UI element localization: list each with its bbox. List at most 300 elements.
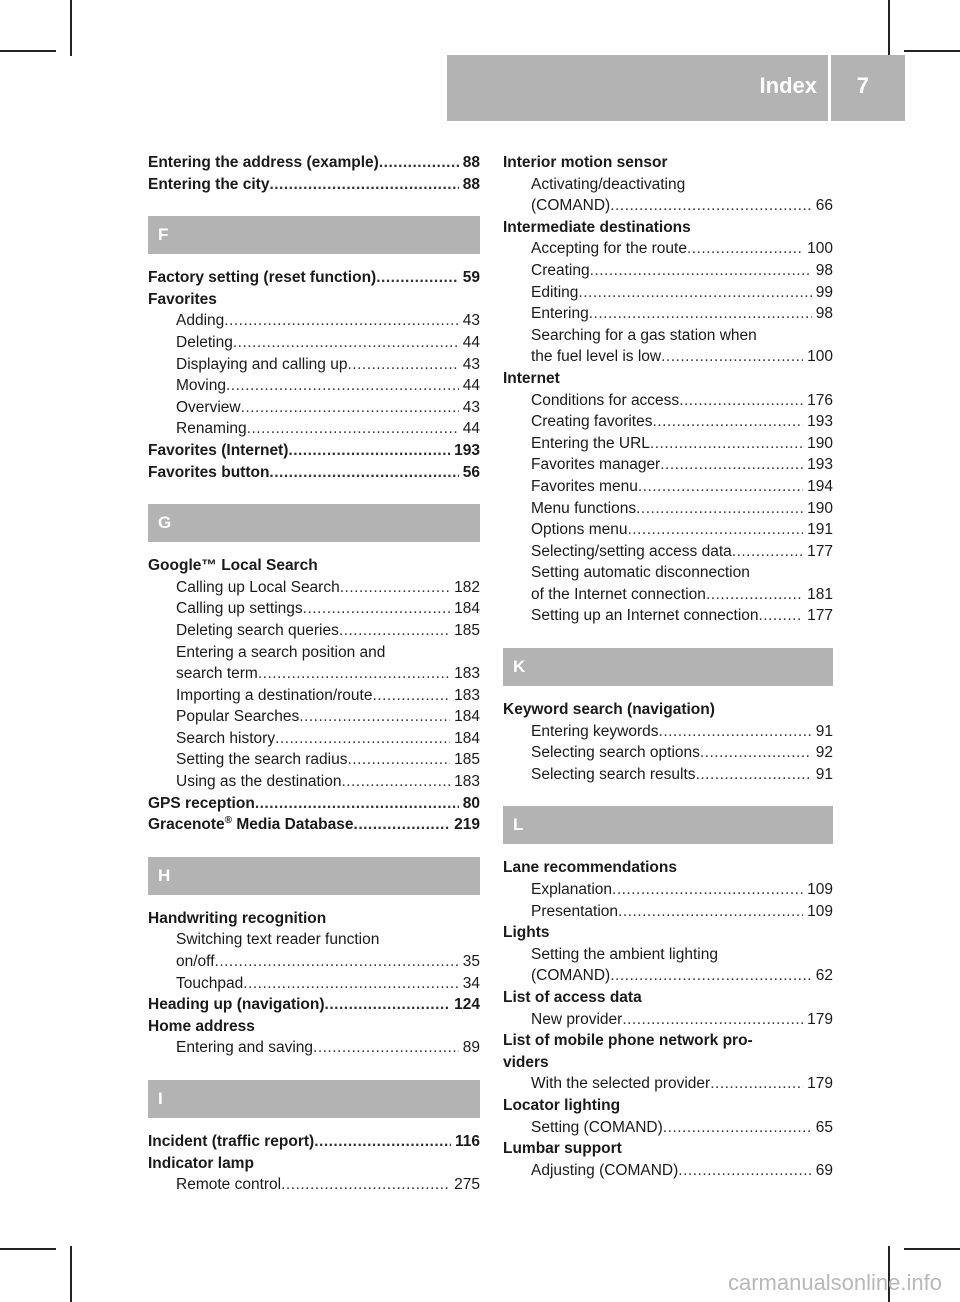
- entry-label: [531, 944, 718, 966]
- page-ref: 59: [462, 269, 480, 287]
- entry-label: [531, 519, 628, 541]
- entry-label: [148, 267, 376, 289]
- entry-label-text: Setting the search radius: [176, 751, 348, 769]
- page-ref: 98: [815, 305, 833, 323]
- index-entry: [503, 217, 833, 239]
- entry-label: [176, 771, 341, 793]
- entry-label-text: Entering the address (example): [148, 154, 379, 171]
- index-subentry: [148, 642, 480, 664]
- leader-dots: [379, 152, 459, 174]
- crop-mark: [904, 1248, 960, 1250]
- page-ref: 183: [454, 686, 480, 704]
- crop-mark: [0, 1248, 56, 1250]
- entry-label-text: Calling up Local Search: [176, 578, 340, 596]
- entry-label-text: the fuel level is low: [531, 348, 662, 366]
- leader-dots: [612, 879, 803, 901]
- page-ref: 92: [815, 744, 833, 762]
- index-subentry: [503, 1073, 833, 1095]
- entry-label: [176, 332, 233, 354]
- entry-label: [176, 354, 347, 376]
- leader-dots: [589, 303, 812, 325]
- leader-dots: [313, 1037, 459, 1059]
- entry-label: [148, 289, 217, 311]
- entry-label-text: Creating: [531, 261, 590, 279]
- leader-dots: [706, 584, 803, 606]
- page-ref: 66: [815, 197, 833, 215]
- leader-dots: [678, 1160, 811, 1182]
- entry-label: [148, 793, 255, 815]
- index-subentry: [148, 1037, 480, 1059]
- entry-label: [176, 929, 379, 951]
- leader-dots: [255, 793, 459, 815]
- crop-mark: [70, 0, 72, 56]
- page-ref: 184: [454, 708, 480, 726]
- entry-label-text: Entering the URL: [531, 434, 650, 452]
- entry-label-text: Using as the destination: [176, 773, 342, 791]
- entry-label-text: Deleting: [176, 333, 233, 351]
- index-entry: [148, 440, 480, 462]
- entry-label: [176, 310, 224, 332]
- crop-mark: [0, 50, 56, 52]
- leader-dots: [628, 519, 804, 541]
- leader-dots: [224, 310, 458, 332]
- page-ref: 183: [454, 773, 480, 791]
- entry-label-text: Adding: [176, 312, 225, 330]
- index-subentry: [148, 332, 480, 354]
- page-ref: 124: [454, 996, 480, 1014]
- page-ref: 109: [807, 902, 833, 920]
- page-header: [447, 55, 905, 121]
- leader-dots: [269, 462, 458, 484]
- entry-label: [176, 728, 275, 750]
- entry-label: [503, 857, 677, 879]
- index-subentry: [148, 973, 480, 995]
- page-ref: 179: [807, 1010, 833, 1028]
- page-ref: 177: [807, 607, 833, 625]
- index-subentry: [503, 519, 833, 541]
- index-subentry: [503, 325, 833, 347]
- entry-label-text: Factory setting (reset function): [148, 269, 377, 287]
- entry-label-text: Adjusting (COMAND): [531, 1161, 679, 1179]
- index-subentry: [503, 195, 833, 217]
- leader-dots: [696, 764, 812, 786]
- entry-label: [176, 642, 385, 664]
- entry-label-text: Presentation: [531, 902, 619, 920]
- entry-label-text: Internet: [503, 369, 560, 387]
- entry-label: [148, 994, 325, 1016]
- entry-label: [148, 814, 354, 836]
- leader-dots: [339, 620, 450, 642]
- entry-label: [148, 1131, 314, 1153]
- leader-dots: [663, 1117, 812, 1139]
- entry-label: [531, 346, 661, 368]
- index-entry: [503, 699, 833, 721]
- entry-label-text: List of access data: [503, 989, 642, 1006]
- entry-label: [503, 1052, 549, 1074]
- entry-label-text: Lumbar support: [503, 1140, 622, 1158]
- entry-label-text: Indicator lamp: [148, 1154, 254, 1172]
- entry-label: [531, 325, 757, 347]
- index-subentry: [148, 598, 480, 620]
- index-subentry: [148, 310, 480, 332]
- index-subentry: [148, 354, 480, 376]
- page-ref: 219: [454, 816, 480, 834]
- entry-label: [531, 562, 750, 584]
- leader-dots: [610, 195, 812, 217]
- page-ref: 109: [807, 881, 833, 899]
- index-subentry: [503, 303, 833, 325]
- leader-dots: [275, 728, 450, 750]
- leader-dots: [247, 418, 459, 440]
- entry-label-text: Activating/deactivating: [531, 175, 686, 193]
- index-entry: [148, 555, 480, 577]
- entry-label-text: Menu functions: [531, 499, 637, 517]
- entry-label: [176, 598, 303, 620]
- entry-label-text: Favorites (Internet): [148, 441, 289, 459]
- page-ref: 44: [462, 420, 480, 438]
- entry-label-text: Selecting search results: [531, 765, 696, 783]
- entry-label-text: Editing: [531, 283, 579, 301]
- leader-dots: [636, 498, 803, 520]
- entry-label-text: Moving: [176, 377, 226, 395]
- leader-dots: [679, 390, 803, 412]
- index-entry: [148, 814, 480, 836]
- leader-dots: [281, 1174, 450, 1196]
- index-subentry: [503, 721, 833, 743]
- index-entry: [503, 1095, 833, 1117]
- page-ref: 43: [462, 312, 480, 330]
- entry-label: [531, 901, 618, 923]
- entry-label: [176, 1037, 313, 1059]
- index-subentry: [148, 620, 480, 642]
- index-entry: [148, 1016, 480, 1038]
- entry-label-text: Search history: [176, 729, 276, 747]
- index-subentry: [148, 663, 480, 685]
- entry-label-text: Entering: [531, 305, 589, 323]
- page-ref: 193: [807, 456, 833, 474]
- entry-label: [148, 1016, 255, 1038]
- index-subentry: [148, 749, 480, 771]
- page-ref: 34: [462, 974, 480, 992]
- entry-label: [503, 987, 642, 1009]
- leader-dots: [659, 721, 812, 743]
- leader-dots: [347, 354, 458, 376]
- entry-label-text: Intermediate destinations: [503, 218, 691, 236]
- index-subentry: [503, 605, 833, 627]
- leader-dots: [622, 1009, 803, 1031]
- page-ref: 185: [454, 621, 480, 639]
- entry-label: [531, 742, 700, 764]
- entry-label: [531, 476, 638, 498]
- entry-label: [503, 368, 560, 390]
- registered-mark: ®: [224, 815, 233, 827]
- entry-label: [176, 951, 215, 973]
- index-entry: [148, 908, 480, 930]
- page-ref: 194: [807, 477, 833, 495]
- index-subentry: [503, 1160, 833, 1182]
- entry-label-text: of the Internet connection: [531, 585, 706, 603]
- entry-label-text: Calling up settings: [176, 600, 303, 618]
- leader-dots: [347, 749, 450, 771]
- entry-label: [176, 749, 347, 771]
- entry-label-text: Overview: [176, 398, 241, 416]
- entry-label-text: Favorites: [148, 290, 217, 308]
- index-entry: [148, 462, 480, 484]
- entry-label: [176, 375, 226, 397]
- index-subentry: [503, 1009, 833, 1031]
- index-subentry: [148, 418, 480, 440]
- entry-label-text: Selecting/setting access data: [531, 542, 732, 560]
- index-subentry: [503, 346, 833, 368]
- entry-label-text: Switching text reader function: [176, 931, 380, 949]
- entry-label: [148, 462, 269, 484]
- leader-dots: [288, 440, 450, 462]
- leader-dots: [299, 706, 450, 728]
- index-subentry: [148, 375, 480, 397]
- leader-dots: [258, 663, 450, 685]
- entry-label-text: Handwriting recognition: [148, 909, 327, 927]
- leader-dots: [650, 433, 803, 455]
- leader-dots: [241, 397, 459, 419]
- entry-label-text: Favorites menu: [531, 477, 638, 495]
- entry-label: [531, 965, 610, 987]
- page-ref: 88: [462, 154, 480, 171]
- index-entry: [148, 152, 480, 174]
- leader-dots: [687, 238, 803, 260]
- index-subentry: [148, 397, 480, 419]
- index-subentry: [503, 498, 833, 520]
- entry-label-text: Home address: [148, 1017, 255, 1035]
- entry-label-text: Keyword search (navigation): [503, 701, 715, 719]
- entry-label: [176, 706, 299, 728]
- entry-label-text: Heading up (navigation): [148, 996, 325, 1014]
- entry-label: [531, 879, 612, 901]
- entry-label: [176, 1174, 281, 1196]
- leader-dots: [303, 598, 450, 620]
- entry-label: [531, 303, 589, 325]
- index-subentry: [503, 584, 833, 606]
- entry-label-text: Entering the city: [148, 175, 270, 193]
- entry-label: [503, 1030, 753, 1052]
- entry-label-text: Gracenote: [148, 816, 225, 834]
- entry-label: [176, 663, 258, 685]
- page-ref: 190: [807, 499, 833, 517]
- leader-dots: [661, 346, 803, 368]
- entry-label-text: search term: [176, 665, 258, 683]
- page-ref: 91: [815, 722, 833, 740]
- leader-dots: [660, 454, 803, 476]
- index-entry: [148, 1131, 480, 1153]
- page-ref: 191: [807, 521, 833, 539]
- entry-label-text: Setting automatic disconnection: [531, 564, 750, 582]
- index-subentry: [148, 771, 480, 793]
- index-entry: [503, 857, 833, 879]
- index-entry: [503, 1030, 833, 1052]
- index-column-right: [503, 152, 833, 1181]
- index-subentry: [148, 728, 480, 750]
- entry-label-text: Entering keywords: [531, 722, 659, 740]
- index-entry: [503, 1138, 833, 1160]
- page-ref: 179: [807, 1075, 833, 1093]
- header-divider: [828, 55, 831, 121]
- crop-mark: [70, 1246, 72, 1302]
- crop-mark: [904, 50, 960, 52]
- page-ref: 43: [462, 355, 480, 373]
- entry-label: [531, 282, 578, 304]
- index-column-left: [148, 152, 480, 1196]
- entry-label: [531, 195, 610, 217]
- entry-label: [531, 498, 636, 520]
- entry-label-text: Selecting search options: [531, 744, 700, 762]
- entry-label: [531, 260, 590, 282]
- index-subentry: [503, 238, 833, 260]
- entry-label-text: Interior motion sensor: [503, 154, 668, 171]
- entry-label: [531, 541, 732, 563]
- entry-label-text: Accepting for the route: [531, 240, 687, 258]
- page-ref: 193: [454, 441, 480, 459]
- entry-label-text: New provider: [531, 1010, 623, 1028]
- leader-dots: [314, 1131, 451, 1153]
- page-ref: 116: [454, 1133, 480, 1150]
- entry-label: [531, 433, 650, 455]
- page-title: Index: [759, 73, 817, 98]
- index-subentry: [148, 577, 480, 599]
- entry-label: [531, 411, 652, 433]
- page-ref: 89: [462, 1039, 480, 1057]
- page-ref: 177: [807, 542, 833, 560]
- leader-dots: [618, 901, 803, 923]
- leader-dots: [700, 742, 812, 764]
- index-subentry: [503, 541, 833, 563]
- leader-dots: [340, 577, 450, 599]
- index-subentry: [148, 929, 480, 951]
- leader-dots: [610, 965, 812, 987]
- page-ref: 182: [454, 578, 480, 596]
- index-subentry: [503, 390, 833, 412]
- leader-dots: [243, 973, 459, 995]
- entry-label: [531, 1073, 710, 1095]
- index-subentry: [503, 174, 833, 196]
- page-ref: 69: [815, 1161, 833, 1179]
- page-ref: 176: [807, 391, 833, 409]
- leader-dots: [638, 476, 803, 498]
- index-subentry: [503, 454, 833, 476]
- index-subentry: [503, 764, 833, 786]
- page-ref: 44: [462, 377, 480, 395]
- entry-label-text: Touchpad: [176, 974, 244, 992]
- page-ref: 275: [454, 1176, 480, 1194]
- leader-dots: [710, 1073, 803, 1095]
- entry-label-text: on/off: [176, 953, 215, 971]
- leader-dots: [226, 375, 459, 397]
- index-entry: [503, 368, 833, 390]
- index-entry: [503, 987, 833, 1009]
- leader-dots: [578, 282, 811, 304]
- index-subentry: [503, 944, 833, 966]
- page-ref: 43: [462, 398, 480, 416]
- page-ref: 193: [807, 413, 833, 431]
- entry-label-text: Importing a destination/route: [176, 686, 373, 704]
- index-subentry: [503, 1117, 833, 1139]
- entry-label-text: Remote control: [176, 1176, 282, 1194]
- page-ref: 190: [807, 434, 833, 452]
- leader-dots: [652, 411, 803, 433]
- entry-label: [176, 973, 243, 995]
- entry-label: [503, 1138, 622, 1160]
- page-ref: 65: [815, 1118, 833, 1136]
- index-subentry: [503, 433, 833, 455]
- entry-label: [531, 605, 759, 627]
- index-subentry: [148, 685, 480, 707]
- entry-label: [503, 1095, 620, 1117]
- entry-label-text: Searching for a gas station when: [531, 326, 757, 344]
- entry-label-text: Setting the ambient lighting: [531, 945, 718, 963]
- entry-label: [176, 685, 372, 707]
- entry-label: [531, 764, 696, 786]
- page-ref: 99: [815, 283, 833, 301]
- section-letter: G: [148, 504, 480, 542]
- leader-dots: [233, 332, 459, 354]
- entry-label-text: Locator lighting: [503, 1096, 621, 1114]
- index-entry: [148, 174, 480, 196]
- entry-label-text: Conditions for access: [531, 391, 680, 409]
- section-letter: F: [148, 216, 480, 254]
- index-subentry: [148, 951, 480, 973]
- page-ref: 184: [454, 600, 480, 618]
- page-ref: 35: [462, 953, 480, 971]
- page-ref: 88: [462, 175, 480, 193]
- entry-label: [176, 620, 339, 642]
- entry-label-text: (COMAND): [531, 967, 611, 985]
- page-ref: 181: [807, 585, 833, 603]
- index-entry: [503, 152, 833, 174]
- leader-dots: [341, 771, 450, 793]
- leader-dots: [732, 541, 803, 563]
- entry-label: [503, 217, 691, 239]
- index-subentry: [148, 706, 480, 728]
- entry-label: [148, 908, 326, 930]
- page-ref: 91: [815, 765, 833, 783]
- leader-dots: [354, 814, 451, 836]
- entry-label: [531, 1160, 678, 1182]
- entry-label-text: Renaming: [176, 420, 247, 438]
- page-ref: 184: [454, 729, 480, 747]
- index-entry: [148, 994, 480, 1016]
- entry-label-text: Explanation: [531, 881, 613, 899]
- entry-label-text: Creating favorites: [531, 413, 653, 431]
- index-entry: [148, 1153, 480, 1175]
- entry-label-text: GPS reception: [148, 794, 255, 812]
- entry-label-text: Setting up an Internet connection: [531, 607, 759, 625]
- page-ref: 100: [807, 240, 833, 258]
- leader-dots: [325, 994, 451, 1016]
- index-subentry: [503, 901, 833, 923]
- page-ref: 100: [807, 348, 833, 366]
- entry-label: [148, 174, 269, 196]
- index-entry: [503, 1052, 833, 1074]
- entry-label: [531, 1009, 622, 1031]
- index-entry: [148, 793, 480, 815]
- leader-dots: [269, 174, 458, 196]
- entry-label: [148, 152, 379, 174]
- entry-label: [176, 397, 241, 419]
- index-subentry: [503, 742, 833, 764]
- index-entry: [503, 922, 833, 944]
- entry-label-text: Incident (traffic report): [148, 1133, 315, 1150]
- entry-label-text: With the selected provider: [531, 1075, 711, 1093]
- watermark: carmanualsonline.info: [727, 1270, 942, 1295]
- entry-label-text: (COMAND): [531, 197, 611, 215]
